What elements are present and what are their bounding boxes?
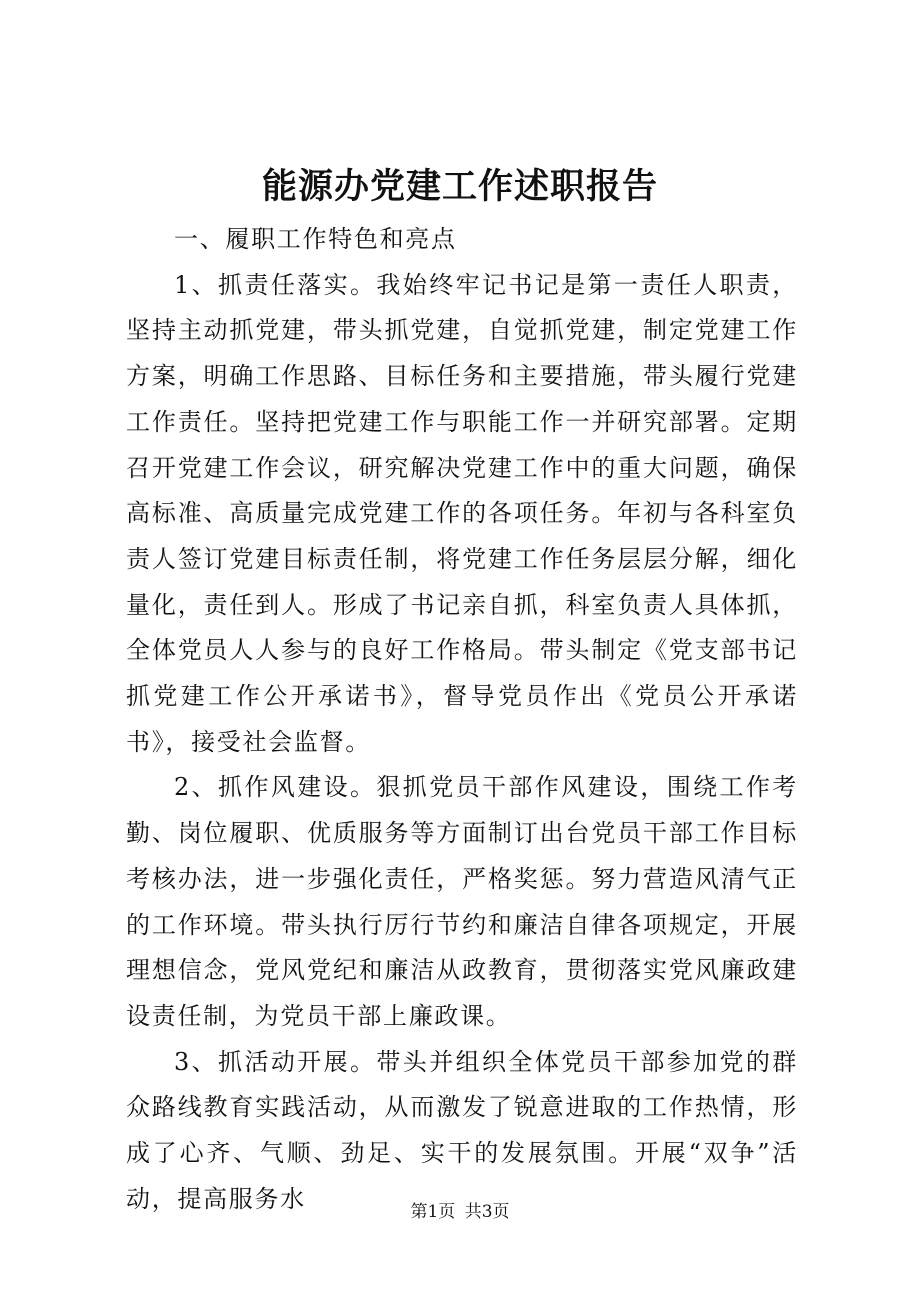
page-number-total: 共3页 xyxy=(464,1202,510,1222)
document-title: 能源办党建工作述职报告 xyxy=(261,166,658,207)
document-body xyxy=(126,217,798,1222)
page-footer xyxy=(0,1200,920,1224)
page-number-current: 第1页 xyxy=(410,1202,456,1222)
paragraph-responsibility: 1、抓责任落实。我始终牢记书记是第一责任人职责，坚持主动抓党建，带头抓党建，自觉抓党建，制定党建工作方案，明确工作思路、目标任务和主要措施，带头履行党建工作责任。坚持把党建工作与职能工作一并研究部署。定期召开党建工作会议，研究解决党建工作中的重大问题，确保高标准、高质量完成党建工作的各项任务。年初与各科室负责人签订党建目标责任制，将党建工作任务层层分解，细化量化，责任到人。形成了书记亲自抓，科室负责人具体抓，全体党员人人参与的良好工作格局。带头制定《党支部书记抓党建工作公开承诺书》，督导党员作出《党员公开承诺书》，接受社会监督。 xyxy=(126,270,798,756)
paragraph-work-style: 2、抓作风建设。狠抓党员干部作风建设，围绕工作考勤、岗位履职、优质服务等方面制订出台党员干部工作目标考核办法，进一步强化责任，严格奖惩。努力营造风清气正的工作环境。带头执行厉行节约和廉洁自律各项规定，开展理想信念，党风党纪和廉洁从政教育，贯彻落实党风廉政建设责任制，为党员干部上廉政课。 xyxy=(126,773,798,1030)
section-heading: 一、履职工作特色和亮点 xyxy=(174,225,457,253)
paragraph-activities: 3、抓活动开展。带头并组织全体党员干部参加党的群众路线教育实践活动，从而激发了锐意进取的工作热情，形成了心齐、气顺、劲足、实干的发展氛围。开展“双争”活动，提高服务水 xyxy=(126,1047,798,1213)
